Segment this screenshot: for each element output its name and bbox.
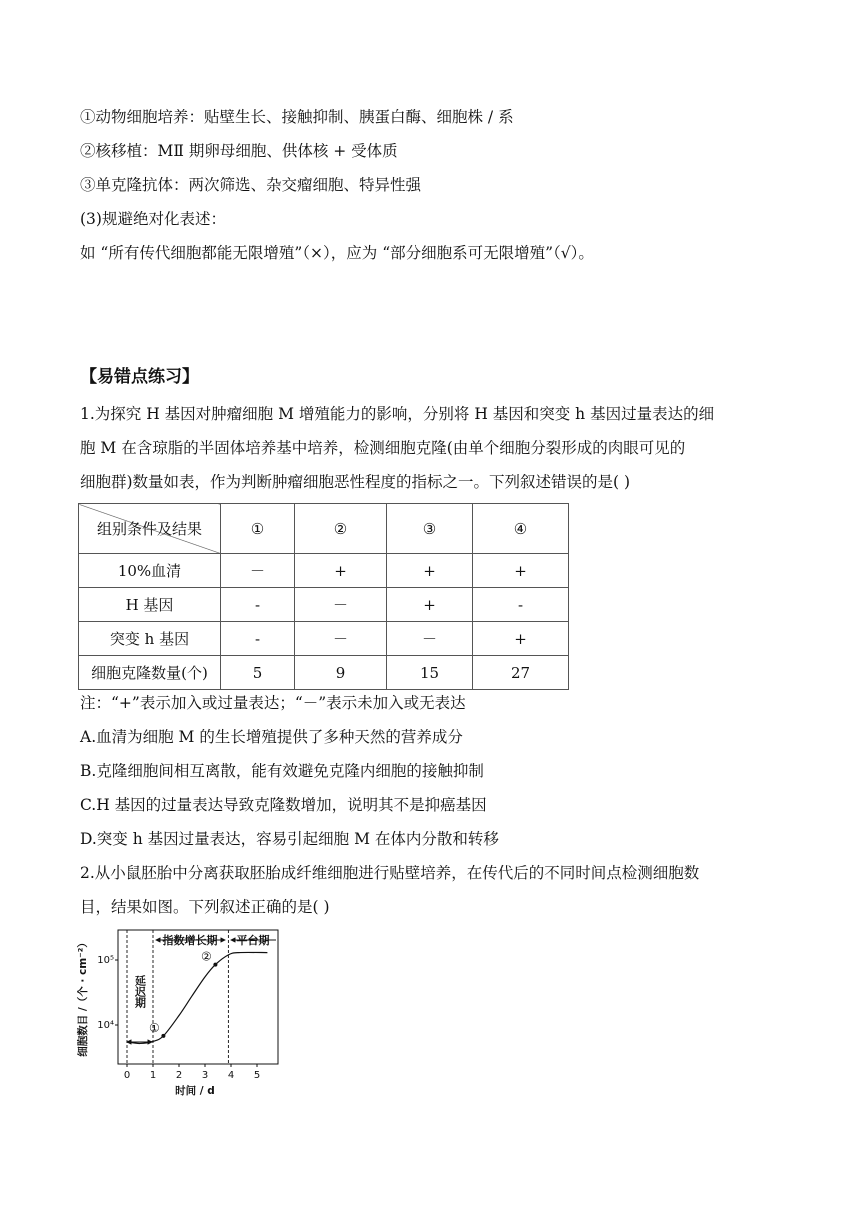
x-tick-label: 2 [175, 1070, 183, 1081]
table-cell: － [387, 622, 473, 656]
q1-stem-line-3: 细胞群)数量如表，作为判断肿瘤细胞恶性程度的指标之一。下列叙述错误的是( ) [80, 473, 631, 491]
table-row-label: 10%血清 [79, 554, 221, 588]
intro-line-4: (3)规避绝对化表述： [80, 210, 226, 228]
table-row [79, 554, 569, 588]
table-cell: - [221, 588, 295, 622]
q1-option-d: D.突变 h 基因过量表达，容易引起细胞 M 在体内分散和转移 [80, 830, 499, 848]
table-cell: 15 [387, 656, 473, 690]
table-cell: + [387, 554, 473, 588]
x-tick-label: 3 [201, 1070, 209, 1081]
table-header-3: ③ [387, 504, 473, 554]
table-cell: 27 [473, 656, 569, 690]
section-heading: 【易错点练习】 [80, 367, 199, 387]
q1-stem-line-1: 1.为探究 H 基因对肿瘤细胞 M 增殖能力的影响，分别将 H 基因和突变 h 基因过量表达的细 [80, 405, 715, 423]
x-tick-label: 0 [123, 1070, 131, 1081]
table-cell: － [221, 554, 295, 588]
x-axis-title: 时间 / d [175, 1085, 215, 1097]
marker-1-label: ① [149, 1020, 160, 1035]
q1-table [78, 503, 569, 690]
y-tick-label-10e4: 10⁴ [97, 1020, 114, 1031]
y-axis-title: 细胞数目 /（个 · cm⁻²） [77, 937, 89, 1057]
table-cell: － [295, 588, 387, 622]
growth-curve-chart [77, 923, 280, 1098]
intro-line-2: ②核移植：MⅡ 期卵母细胞、供体核 + 受体质 [80, 142, 398, 160]
table-header-1: ① [221, 504, 295, 554]
table-cell: - [473, 588, 569, 622]
table-row-label: 细胞克隆数量(个) [79, 656, 221, 690]
y-tick-label-10e5: 10⁵ [97, 955, 114, 966]
x-tick-label: 5 [253, 1070, 261, 1081]
q1-option-a: A.血清为细胞 M 的生长增殖提供了多种天然的营养成分 [80, 728, 463, 746]
table-row-label: 突变 h 基因 [79, 622, 221, 656]
table-cell: － [295, 622, 387, 656]
table-cell: + [473, 554, 569, 588]
table-row [79, 588, 569, 622]
table-cell: - [221, 622, 295, 656]
q2-stem-line-1: 2.从小鼠胚胎中分离获取胚胎成纤维细胞进行贴壁培养，在传代后的不同时间点检测细胞数 [80, 864, 700, 882]
table-cell: + [473, 622, 569, 656]
phase-label-exponential: 指数增长期 [162, 934, 218, 947]
table-cell: + [387, 588, 473, 622]
table-corner-cell: 组别条件及结果 [79, 504, 221, 554]
q1-table-note: 注：“+”表示加入或过量表达；“－”表示未加入或无表达 [80, 694, 466, 712]
q1-option-b: B.克隆细胞间相互离散，能有效避免克隆内细胞的接触抑制 [80, 762, 484, 780]
x-tick-label: 1 [149, 1070, 157, 1081]
intro-line-5: 如 “所有传代细胞都能无限增殖”（×），应为 “部分细胞系可无限增殖”（√）。 [80, 244, 594, 262]
table-row-label: H 基因 [79, 588, 221, 622]
q1-option-c: C.H 基因的过量表达导致克隆数增加，说明其不是抑癌基因 [80, 796, 487, 814]
marker-2-point [213, 963, 217, 967]
table-header-2: ② [295, 504, 387, 554]
table-row [79, 656, 569, 690]
q1-stem-line-2: 胞 M 在含琼脂的半固体培养基中培养，检测细胞克隆(由单个细胞分裂形成的肉眼可见的 [80, 439, 686, 457]
table-cell: + [295, 554, 387, 588]
x-tick-label: 4 [227, 1070, 235, 1081]
x-axis-ticks [124, 1064, 260, 1081]
phase-label-lag: 延迟期 [133, 975, 147, 1008]
intro-line-1: ①动物细胞培养：贴壁生长、接触抑制、胰蛋白酶、细胞株 / 系 [80, 108, 514, 126]
table-cell: 9 [295, 656, 387, 690]
intro-line-3: ③单克隆抗体：两次筛选、杂交瘤细胞、特异性强 [80, 176, 422, 194]
table-row [79, 622, 569, 656]
table-header-4: ④ [473, 504, 569, 554]
table-cell: 5 [221, 656, 295, 690]
q2-stem-line-2: 目，结果如图。下列叙述正确的是( ) [80, 898, 330, 916]
phase-label-plateau: 平台期 [236, 934, 270, 947]
marker-2-label: ② [201, 949, 212, 964]
marker-1-point [161, 1034, 165, 1038]
